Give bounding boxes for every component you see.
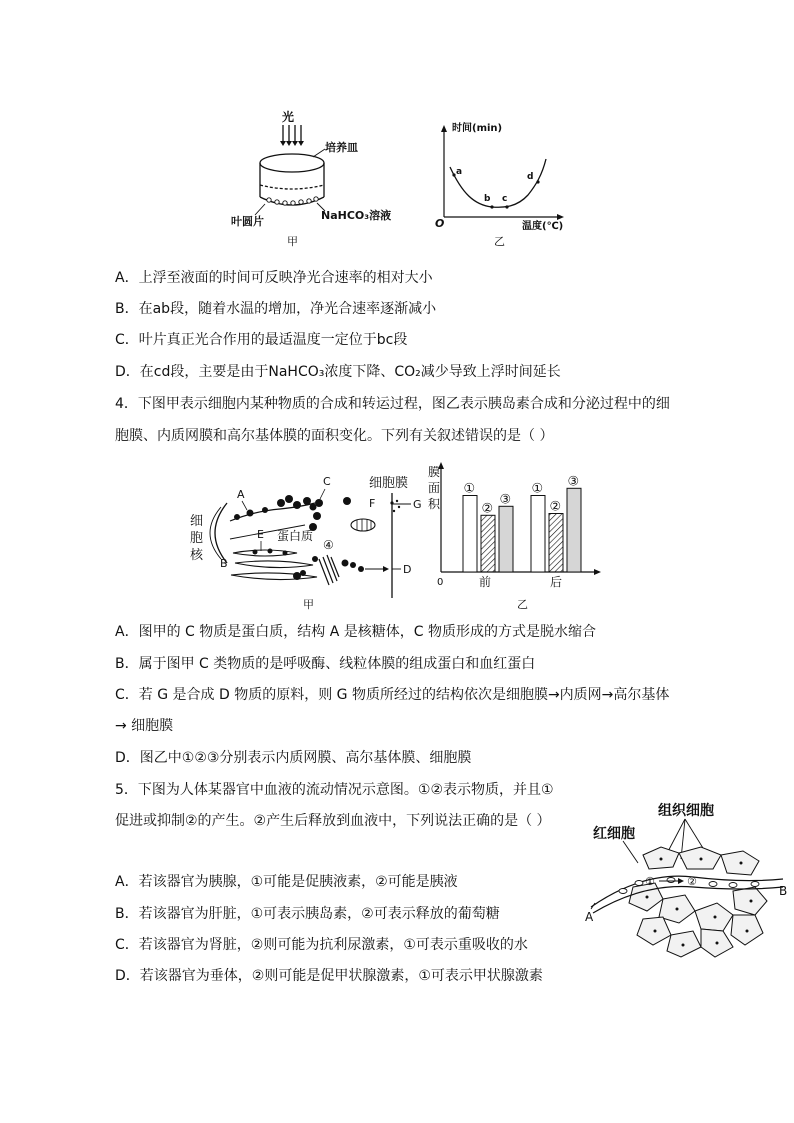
protein-granules: [309, 497, 351, 531]
y-axis-char-2: 面: [428, 481, 441, 495]
bar-前-1: [463, 496, 477, 573]
golgi-apparatus: [319, 555, 339, 585]
q5-figure-blood-flow: [583, 795, 793, 970]
q4-option-c-continued: → 细胞膜: [115, 718, 174, 734]
q4-figure-yi-bar-chart: [425, 458, 610, 613]
bar-前-2: [481, 515, 495, 572]
category-label-before: 前: [479, 575, 492, 589]
figure-caption-yi: 乙: [517, 598, 528, 611]
label-f: F: [369, 497, 376, 510]
q3-option-b: B．在ab段，随着水温的增加，净光合速率逐渐减小: [115, 301, 437, 317]
protein-label: 蛋白质: [277, 529, 314, 543]
q5-stem-line-1: 5．下图为人体某器官中血液的流动情况示意图。①②表示物质，并且①: [115, 782, 554, 798]
y-axis-char-1: 膜: [428, 465, 441, 479]
bar-label-后-2: ②: [549, 499, 562, 515]
light-label: 光: [282, 110, 295, 124]
q5-option-c: C．若该器官为肾脏，②则可能为抗利尿激素，①可表示重吸收的水: [115, 937, 528, 953]
tissue-cells-label: 组织细胞: [658, 803, 714, 819]
substance-1: ①: [645, 875, 655, 888]
q3-figure-jia: [225, 105, 405, 250]
point-a: a: [456, 167, 463, 177]
q5-option-a: A．若该器官为胰腺，①可能是促胰液素，②可能是胰液: [115, 874, 458, 890]
bar-label-前-3: ③: [499, 492, 512, 508]
category-label-after: 后: [550, 575, 563, 589]
label-a: A: [237, 488, 245, 501]
x-axis-label: 温度(℃): [522, 221, 564, 232]
light-arrows: [283, 125, 301, 143]
q4-option-c: C．若 G 是合成 D 物质的原料，则 G 物质所经过的结构依次是细胞膜→内质网→高尔基体: [115, 687, 670, 703]
point-c: c: [502, 194, 508, 204]
point-d: d: [527, 172, 534, 182]
q5-option-d: D．若该器官为垂体，②则可能是促甲状腺激素，①可表示甲状腺激素: [115, 968, 543, 984]
bar-label-前-1: ①: [463, 481, 476, 497]
leaf-discs: [267, 197, 318, 205]
nucleus-label-3: 核: [190, 548, 204, 563]
tissue-cells: [629, 847, 767, 957]
figure-caption-jia: 甲: [287, 235, 298, 248]
membrane-label: 细胞膜: [369, 476, 409, 491]
dish-label: 培养皿: [325, 141, 358, 154]
label-a: A: [585, 910, 594, 924]
nucleus-label-2: 胞: [190, 531, 204, 546]
bar-label-后-3: ③: [567, 474, 580, 490]
bar-后-3: [567, 488, 581, 572]
q4-stem-line-2: 胞膜、内质网膜和高尔基体膜的面积变化。下列有关叙述错误的是（ ）: [115, 428, 554, 444]
label-d: D: [403, 563, 412, 576]
y-axis-label: 时间(min): [452, 123, 503, 134]
figure-caption-jia: 甲: [303, 598, 314, 611]
leaf-label: 叶圆片: [231, 215, 264, 228]
q4-option-b: B．属于图甲 C 类物质的是呼吸酶、线粒体膜的组成蛋白和血红蛋白: [115, 656, 536, 672]
y-axis-char-3: 积: [428, 497, 441, 511]
ribosomes: [234, 495, 317, 520]
solution-label: NaHCO₃溶液: [321, 209, 392, 222]
bar-label-前-2: ②: [481, 501, 494, 517]
q4-figure-jia: [185, 463, 430, 613]
q5-stem-line-2: 促进或抑制②的产生。②产生后释放到血液中，下列说法正确的是（ ）: [115, 813, 551, 829]
label-e: E: [257, 528, 264, 541]
mrna-strand: [230, 503, 315, 521]
q4-option-a: A．图甲的 C 物质是蛋白质，结构 A 是核糖体，C 物质形成的方式是脱水缩合: [115, 624, 596, 640]
q3-option-d: D．在cd段，主要是由于NaHCO₃浓度下降、CO₂减少导致上浮时间延长: [115, 364, 561, 380]
origin-label: O: [435, 217, 445, 230]
nucleus-label-1: 细: [190, 514, 204, 529]
bar-label-后-1: ①: [531, 481, 544, 497]
q3-option-a: A．上浮至液面的时间可反映净光合速率的相对大小: [115, 270, 433, 286]
label-c: C: [323, 475, 331, 488]
figure-caption-yi: 乙: [494, 235, 505, 248]
bar-后-2: [549, 514, 563, 573]
time-curve: [450, 159, 546, 207]
origin-label: 0: [437, 577, 444, 588]
bar-前-3: [499, 506, 513, 572]
q4-stem-line-1: 4．下图甲表示细胞内某种物质的合成和转运过程，图乙表示胰岛素合成和分泌过程中的细: [115, 396, 670, 412]
point-b: b: [484, 194, 491, 204]
circled-4: ④: [323, 538, 334, 552]
q4-option-d: D．图乙中①②③分别表示内质网膜、高尔基体膜、细胞膜: [115, 750, 472, 766]
q3-option-c: C．叶片真正光合作用的最适温度一定位于bc段: [115, 332, 408, 348]
label-g: G: [413, 498, 422, 511]
substance-2: ②: [687, 875, 697, 888]
label-b: B: [220, 557, 228, 570]
q5-option-b: B．若该器官为肝脏，①可表示胰岛素，②可表示释放的葡萄糖: [115, 906, 500, 922]
bar-后-1: [531, 496, 545, 573]
red-cells-label: 红细胞: [593, 826, 635, 842]
label-b: B: [779, 884, 788, 898]
q3-figure-yi: [432, 115, 582, 250]
